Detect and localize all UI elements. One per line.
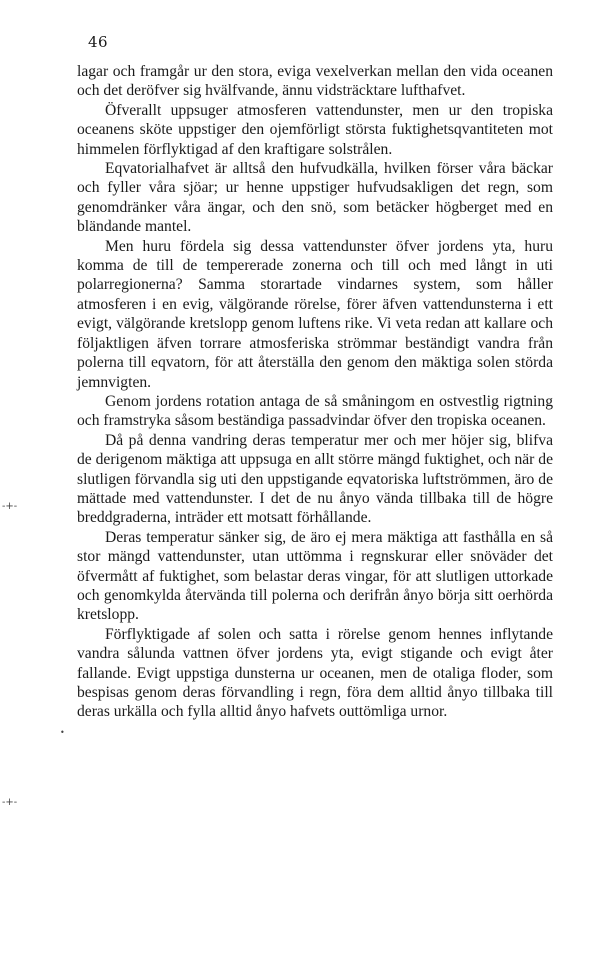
paragraph-4: Men huru fördela sig dessa vattendunster öfver jordens yta, huru komma de till de tempererade zonerna och till och med långt in uti polarregionerna? Samma storartade vindarnes system, som håller atmosferen i en evig, välgörande rörelse, förer äfven vattendunsterna i ett evigt, välgörande kretslopp genom luftens rike. Vi veta redan att kallare och följaktligen äfven torrare atmosferiska strömmar beständigt vandra från polerna till eqvatorn, för att återställa den genom den mäktiga solen störda jemnvigten. — [77, 237, 553, 391]
paragraph-2: Öfverallt uppsuger atmosferen vattendunster, men ur den tropiska oceanens sköte uppstiger den ojemförligt största fuktighetsqvantiteten mot himmelen förflyktigad af den kraftigare solstrålen. — [77, 101, 553, 158]
paragraph-5: Genom jordens rotation antaga de så småningom en ostvestlig rigtning och framstryka såsom beständiga passadvindar öfver den tropiska oceanen. — [77, 392, 553, 430]
paragraph-3: Eqvatorialhafvet är alltså den hufvudkälla, hvilken förser våra bäckar och fyller våra sjöar; ur henne uppstiger hufvudsakligen det regn, som genomdränker våra ängar, och den snö, som betäcker högberget med en bländande mantel. — [77, 160, 553, 236]
paragraph-6: Då på denna vandring deras temperatur mer och mer höjer sig, blifva de derigenom mäktiga att uppsuga en allt större mängd fuktighet, och när de slutligen förvandla sig uti den uppstigande eqvatoriska luftströmmen, äro de mättade med vattendunster. I det de nu ånyo vända tillbaka till de högre breddgraderna, inträder ett motsatt förhållande. — [77, 431, 553, 527]
paragraph-8: Förflyktigade af solen och satta i rörelse genom hennes inflytande vandra sålunda vattnen öfver jordens yta, evigt stigande och evigt åter fallande. Evigt uppstiga dunsterna ur oceanen, men de otaliga floder, som bespisas genom deras förvandling i regn, föra dem alltid ånyo tillbaka till deras urkälla och fylla alltid ånyo hafvets outtömliga urnor. — [77, 625, 553, 721]
margin-mark: -+- — [2, 797, 18, 808]
margin-mark: -+- — [2, 501, 18, 512]
page-number: 46 — [88, 33, 109, 51]
body-text — [77, 62, 553, 722]
margin-mark: • — [60, 728, 65, 737]
paragraph-7: Deras temperatur sänker sig, de äro ej mera mäktiga att fasthålla en så stor mängd vattendunster, utan uttömma i regnskurar eller snöväder det öfvermått af fuktighet, som belastar deras vingar, för att slutligen uttorkade och genomkylda återvända till polerna och derifrån ånyo börja sitt oerhörda kretslopp. — [77, 528, 553, 624]
paragraph-1: lagar och framgår ur den stora, eviga vexelverkan mellan den vida oceanen och det deröfver sig hvälfvande, ännu vidsträcktare lufthafvet. — [77, 63, 553, 100]
